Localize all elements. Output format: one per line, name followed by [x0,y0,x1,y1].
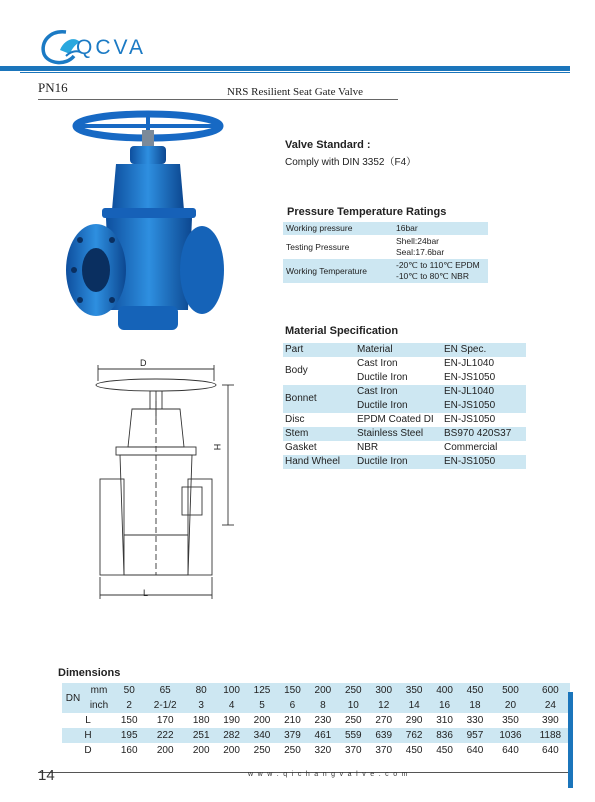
brand-name: QCVA [76,36,146,59]
dimension-cell: 6 [289,700,296,711]
material-cell: Cast Iron [357,358,398,369]
spec-cell: EN-JS1050 [444,414,496,425]
material-spec-heading: Material Specification [285,325,399,337]
rating-value: 16bar [396,223,418,233]
dimension-cell: 150 [120,715,138,726]
material-cell: Stainless Steel [357,428,424,439]
dimension-cell: 836 [436,730,453,741]
dimension-cell: 500 [502,685,519,696]
dimension-cell: 1036 [499,730,522,741]
dimension-cell: 640 [466,745,484,756]
dimension-cell: 12 [378,700,390,711]
dimension-cell: 300 [375,685,393,696]
table-row [62,698,570,713]
table-row [62,743,570,758]
dimension-cell: 1188 [539,730,562,741]
spec-cell: BS970 420S37 [444,428,512,439]
dimension-cell: 18 [469,700,481,711]
dimension-cell: 200 [192,745,210,756]
dimension-label-d: D [140,358,147,368]
dimension-cell: 340 [253,730,271,741]
table-row [62,728,570,743]
dimension-cell: 559 [344,730,362,741]
dn-label: DN [65,692,81,704]
dimension-cell: 222 [156,730,174,741]
part-cell: Hand Wheel [285,456,341,467]
dimension-cell: 282 [223,730,240,741]
dimensions-heading: Dimensions [58,667,121,679]
dimension-cell: 450 [436,745,453,756]
part-cell: Stem [285,428,309,439]
dimension-cell: 160 [120,745,138,756]
dimension-cell: 250 [253,745,271,756]
header-accent-bar [0,66,570,71]
dimension-cell: 2 [126,700,132,711]
dimension-cell: 350 [502,715,519,726]
rating-value-line: -20℃ to 110℃ EPDM [396,260,480,270]
material-cell: Cast Iron [357,386,398,397]
table-row [283,357,526,371]
material-cell: Ductile Iron [357,400,408,411]
part-cell: Gasket [285,442,317,453]
dimension-cell: 461 [314,730,332,741]
dimension-cell: 600 [542,685,559,696]
dimension-cell: 170 [156,715,174,726]
dimension-cell: 762 [405,730,423,741]
valve-dimension-drawing [80,355,255,605]
dimension-cell: 24 [544,700,556,711]
rating-value [393,259,488,283]
table-row [283,427,526,441]
table-row [62,683,570,698]
table-row [283,259,488,283]
product-title: NRS Resilient Seat Gate Valve [227,86,364,98]
title-divider [38,99,398,100]
spec-cell: Commercial [444,442,498,453]
dimension-cell: 450 [466,685,484,696]
dimension-cell: 10 [347,700,359,711]
material-cell: EPDM Coated DI [357,414,434,425]
dimension-cell: 180 [192,715,210,726]
dimension-cell: 100 [223,685,240,696]
table-row [283,222,488,235]
material-cell: Ductile Iron [357,456,408,467]
dimension-label-h: H [212,443,223,451]
spec-cell: EN-JL1040 [444,386,495,397]
material-cell: Ductile Iron [357,372,408,383]
dimension-cell: 8 [320,700,326,711]
column-header: Material [357,344,393,355]
dimension-cell: 400 [436,685,453,696]
dimension-cell: 150 [284,685,301,696]
dimension-cell: 14 [408,700,420,711]
table-row [283,235,488,259]
pressure-ratings-table [283,222,488,283]
dimension-cell: 251 [192,730,210,741]
page-number: 14 [38,767,55,784]
dimension-cell: 270 [375,715,393,726]
rating-value [393,235,488,259]
dimension-cell: 210 [284,715,301,726]
dimension-cell: 195 [120,730,138,741]
row-label: H [84,730,92,741]
table-header-row [283,343,526,357]
row-label: L [85,715,91,726]
dimension-cell: 250 [344,685,362,696]
rating-label: Working pressure [286,223,353,233]
dimension-cell: 640 [542,745,559,756]
pressure-class: PN16 [38,80,68,95]
dimension-cell: 350 [405,685,423,696]
dimension-cell: 190 [223,715,240,726]
dimension-cell: 370 [375,745,393,756]
valve-standard-heading: Valve Standard : [285,139,371,151]
column-header: Part [285,344,304,355]
row-label: D [84,745,92,756]
dimension-cell: 3 [198,700,204,711]
dimension-cell: 320 [314,745,332,756]
spec-cell: EN-JS1050 [444,456,496,467]
dimension-cell: 20 [504,700,517,711]
rating-value-line: Shell:24bar [396,236,440,246]
part-cell: Disc [285,414,305,425]
pressure-ratings-heading: Pressure Temperature Ratings [287,206,447,218]
spec-cell: EN-JS1050 [444,372,496,383]
rating-label: Testing Pressure [286,241,350,252]
part-cell: Bonnet [285,393,317,404]
dimension-cell: 640 [502,745,519,756]
dimension-cell: 16 [438,700,451,711]
material-spec-table [283,343,526,469]
dimension-cell: 200 [156,745,174,756]
dimension-cell: 200 [314,685,332,696]
dimension-cell: 2-1/2 [153,700,177,711]
dimension-cell: 200 [253,715,271,726]
dimension-cell: 125 [253,685,271,696]
dimension-cell: 50 [123,685,135,696]
table-row [62,713,570,728]
dimension-cell: 370 [344,745,362,756]
dimension-cell: 65 [159,685,171,696]
dimensions-table [62,683,570,758]
unit-label: inch [89,700,109,711]
spec-cell: EN-JL1040 [444,358,495,369]
material-cell: NBR [357,442,379,453]
table-row [283,413,526,427]
dimension-cell: 390 [542,715,559,726]
rating-value-line: -10℃ to 80℃ NBR [396,271,469,281]
valve-standard-text: Comply with DIN 3352（F4） [285,157,417,168]
dimension-cell: 290 [405,715,423,726]
dimension-cell: 250 [344,715,362,726]
header-accent-line [20,72,570,73]
dimension-cell: 639 [375,730,393,741]
rating-value-line: Seal:17.6bar [396,247,445,257]
rating-label: Working Temperature [286,265,367,276]
dimension-cell: 379 [284,730,301,741]
dimension-cell: 450 [405,745,423,756]
spec-cell: EN-JS1050 [444,400,496,411]
dimension-cell: 200 [223,745,240,756]
dimension-cell: 230 [314,715,332,726]
side-accent-bar [568,692,573,788]
dimension-cell: 957 [466,730,484,741]
unit-label: mm [90,685,108,696]
dimension-cell: 5 [259,700,265,711]
dimension-cell: 310 [436,715,453,726]
dimension-cell: 4 [228,700,235,711]
dimension-cell: 80 [195,685,207,696]
table-row [283,441,526,455]
part-cell: Body [285,365,308,376]
table-row [283,385,526,399]
dimension-label-l: L [143,588,149,598]
table-row [283,455,526,469]
website-url: w w w . q i c h a n g v a l v e . c o m [248,771,409,778]
dimension-cell: 330 [466,715,484,726]
column-header: EN Spec. [444,344,487,355]
dimension-cell: 250 [284,745,301,756]
gate-valve-photo [58,110,230,350]
